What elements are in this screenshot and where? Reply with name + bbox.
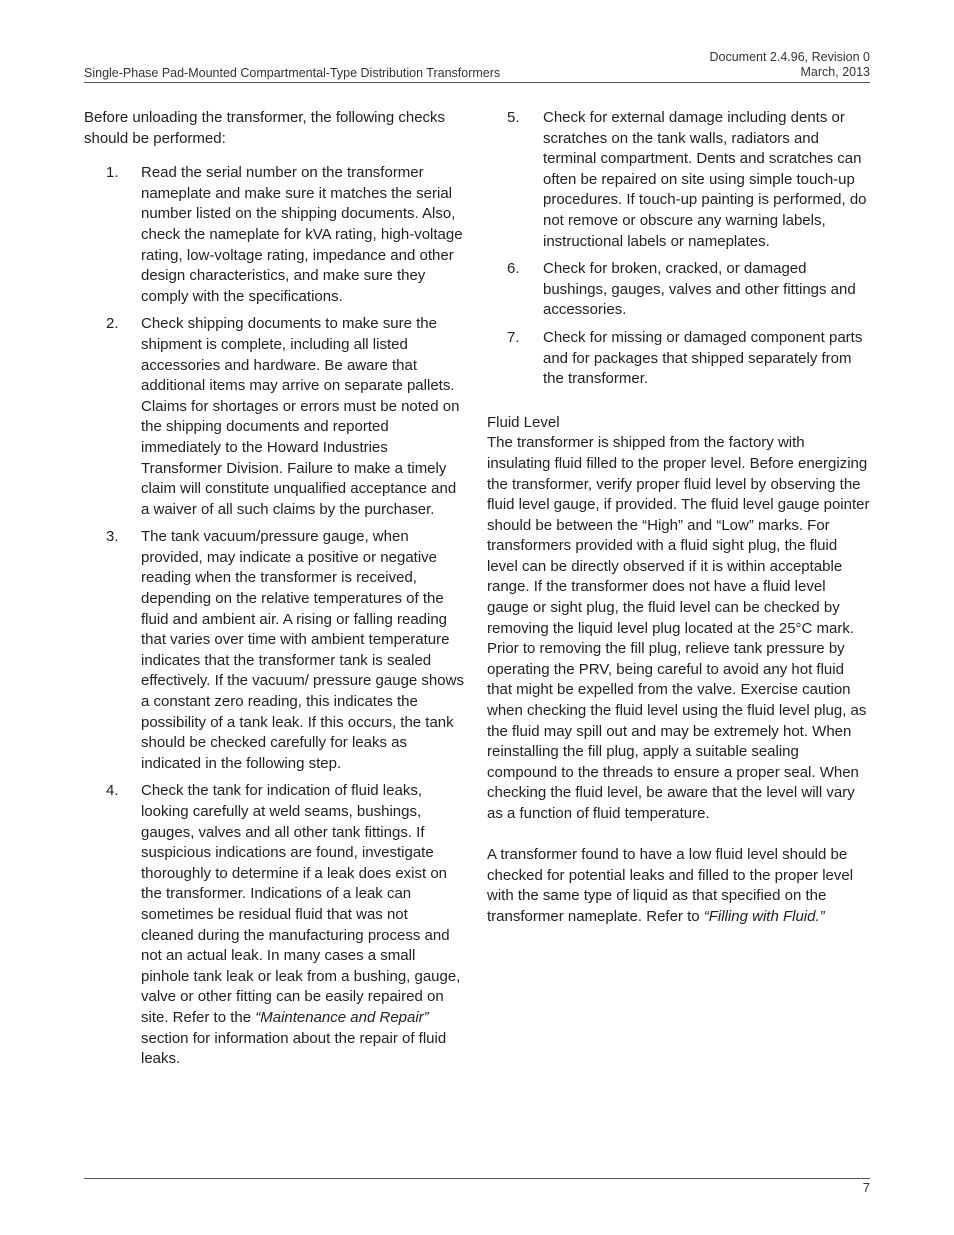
header-divider <box>84 82 870 83</box>
running-title: Single-Phase Pad-Mounted Compartmental-Type Distribution Transformers <box>84 66 501 80</box>
low-fluid-paragraph <box>487 845 871 927</box>
list-item-text: The tank vacuum/pressure gauge, when provided, may indicate a positive or negative reading when the transformer is received, depending on the relative temperatures of the fluid and ambient air. A rising or falling reading that varies over time with ambient temperature indicates that the transformer tank is sealed effectively. If the vacuum/ pressure gauge shows a constant zero reading, this indicates the possibility of a tank leak. If this occurs, the tank should be checked carefully for leaks as indicated in the following step. <box>141 528 464 772</box>
list-item <box>84 163 464 307</box>
list-item-text: Check for missing or damaged component parts and for packages that shipped separately from the transformer. <box>543 328 863 388</box>
list-number: 7. <box>507 328 520 346</box>
list-item <box>84 314 464 520</box>
fluid-level-paragraph: The transformer is shipped from the factory with insulating fluid filled to the proper level. Before energizing the transformer, verify proper fluid level by observing the fluid level gauge, if provided. The fluid level gauge pointer should be between the “High” and “Low” marks. For transformers provided with a fluid sight plug, the fluid level can be directly observed if it is within acceptable range. If the transformer does not have a fluid level gauge or sight plug, the fluid level can be checked by removing the liquid level plug located at the 25°C mark. Prior to removing the fill plug, relieve tank pressure by operating the PRV, being careful to avoid any hot fluid that might be expelled from the valve. Exercise caution when checking the fluid level using the fluid level plug, as the fluid may spill out and may be extremely hot. When reinstalling the fill plug, apply a suitable sealing compound to the threads to ensure a proper seal. When checking the fluid level, be aware that the level will vary as a function of fluid temperature. <box>487 434 870 822</box>
list-item-text: Check for external damage including dents or scratches on the tank walls, radiators and terminal compartment. Dents and scratches can often be repaired on site using simple touch-up procedures. If touch-up painting is performed, do not remove or obscure any warning labels, instructional labels or nameplates. <box>543 109 867 250</box>
page-number: 7 <box>862 1180 870 1195</box>
list-number: 2. <box>106 315 119 333</box>
list-item-text-start: Check the tank for indication of fluid leaks, looking carefully at weld seams, bushings, gauges, valves and all other tank fittings. If suspicious indications are found, investigate thoroughly to determine if a leak does exist on the transformer. Indications of a leak can sometimes be residual fluid that was not cleaned during the manufacturing process and not an actual leak. In many cases a small pinhole tank leak or leak from a bushing, gauge, valve or other fitting can be easily repaired on site. Refer to the <box>141 782 461 1026</box>
low-fluid-text: A transformer found to have a low fluid level should be checked for potential leaks and filled to the proper level with the same type of liquid as that specified on the transformer nameplate. Refer to <box>487 846 854 925</box>
document-date: March, 2013 <box>800 65 870 79</box>
maintenance-reference: “Maintenance and Repair” <box>255 1008 429 1026</box>
list-number: 4. <box>106 782 119 800</box>
checks-list-continued <box>486 108 871 390</box>
fluid-level-heading: Fluid Level <box>487 413 560 431</box>
document-id: Document 2.4.96, Revision 0 <box>709 50 870 64</box>
list-number: 3. <box>106 528 119 546</box>
list-item <box>486 108 871 252</box>
list-item-text: Check shipping documents to make sure the shipment is complete, including all listed accessories and hardware. Be aware that additional items may arrive on separate pallets. Claims for shortages or errors must be noted on the shipping documents and reported immediately to the Howard Industries Transformer Division. Failure to make a timely claim will constitute unqualified acceptance and a waiver of all such claims by the purchaser. <box>141 315 460 518</box>
list-item-text: Read the serial number on the transformer nameplate and make sure it matches the serial number listed on the shipping documents. Also, check the nameplate for kVA rating, high-voltage rating, low-voltage rating, impedance and other design characteristics, and make sure they comply with the specifications. <box>141 164 463 305</box>
list-item <box>84 781 464 1069</box>
list-item <box>486 259 871 321</box>
left-column <box>84 108 464 1077</box>
list-number: 5. <box>507 109 520 126</box>
list-number: 6. <box>507 260 520 278</box>
list-number: 1. <box>106 164 119 182</box>
footer-divider <box>84 1178 870 1179</box>
filling-reference: “Filling with Fluid.” <box>703 907 825 925</box>
list-item <box>486 328 871 390</box>
checks-list <box>84 163 464 1070</box>
right-column <box>487 108 871 928</box>
list-item-text: Check for broken, cracked, or damaged bushings, gauges, valves and other fittings and accessories. <box>543 260 856 319</box>
list-item <box>84 527 464 774</box>
intro-paragraph: Before unloading the transformer, the following checks should be performed: <box>84 109 446 147</box>
document-info <box>709 50 870 80</box>
list-item-text <box>141 782 460 1067</box>
list-item-text-end: section for information about the repair of fluid leaks. <box>141 1029 447 1068</box>
